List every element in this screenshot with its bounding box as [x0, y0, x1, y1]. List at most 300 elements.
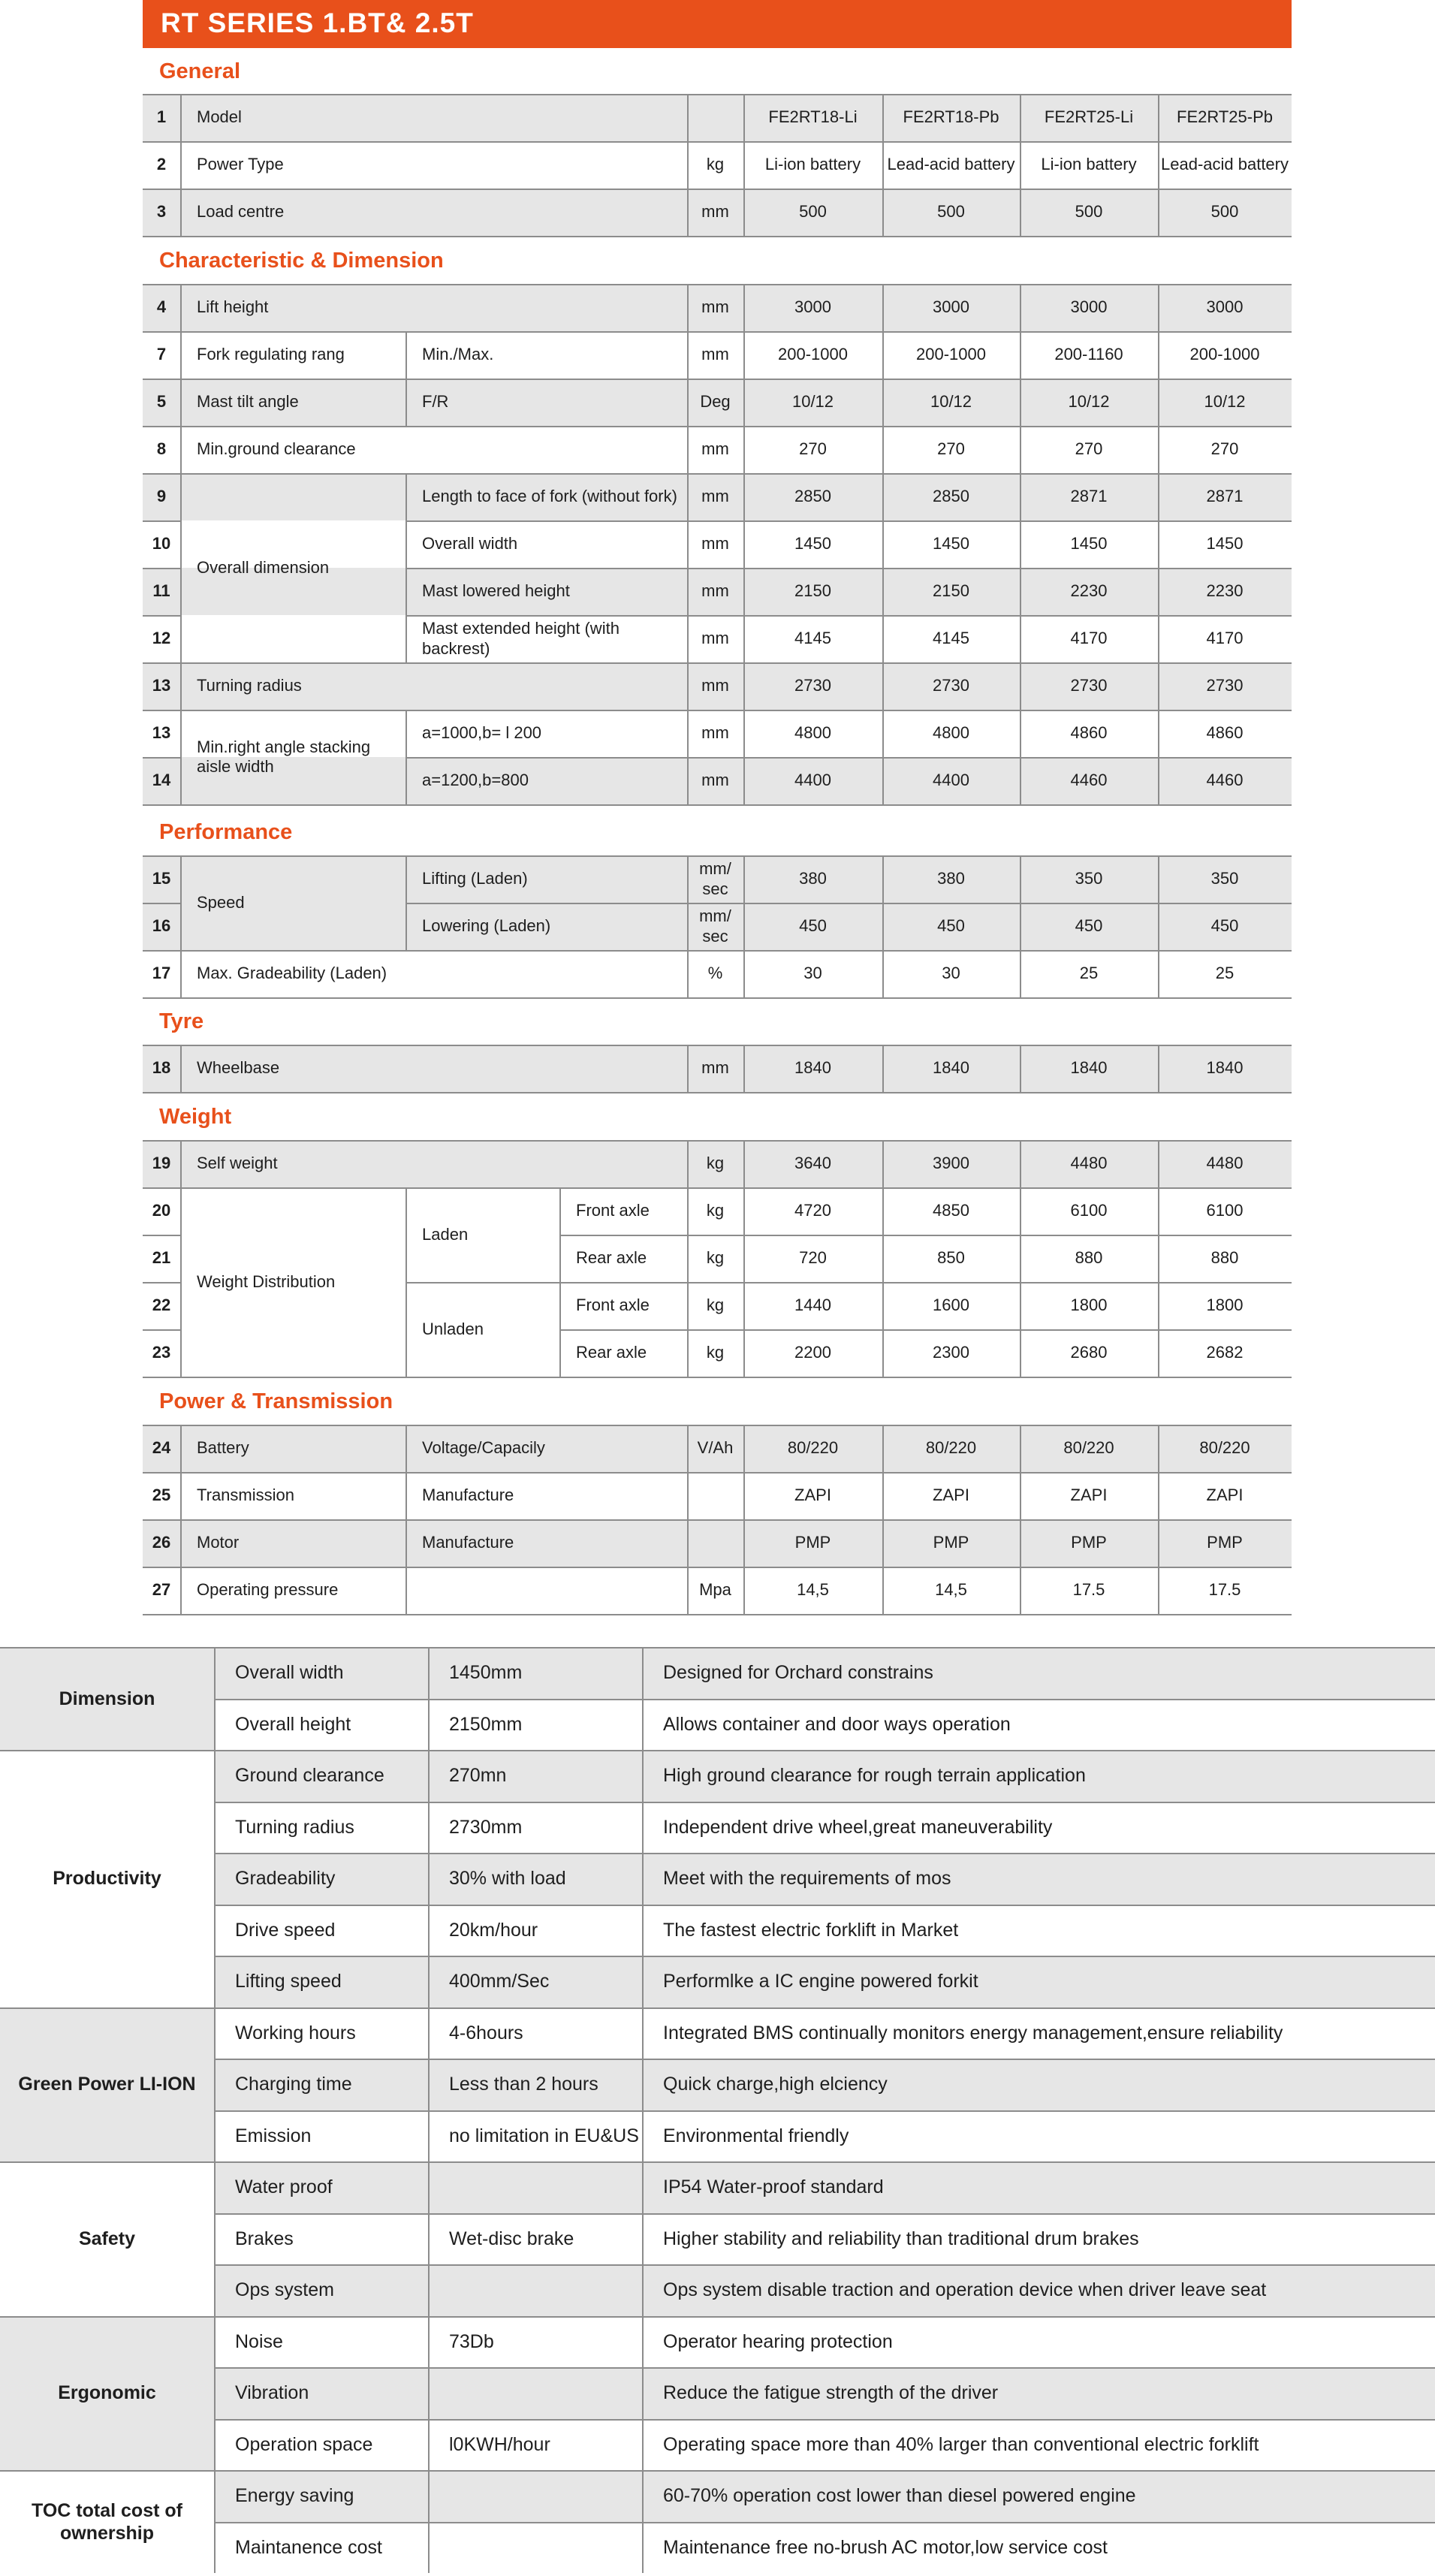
value-cell: 2230: [1070, 581, 1108, 601]
feature-description: Meet with the requirements of mos: [663, 1868, 951, 1890]
column-divider: [405, 473, 407, 662]
row-unit: mm: [701, 1058, 729, 1078]
feature-description: Operating space more than 40% larger than conventional electric forklift: [663, 2433, 1259, 2455]
row-unit: mm: [701, 297, 729, 317]
value-cell: 80/220: [1063, 1438, 1114, 1458]
value-cell: 4480: [1070, 1154, 1108, 1173]
value-cell: 450: [1075, 916, 1103, 936]
value-cell: 450: [799, 916, 827, 936]
value-cell: 2871: [1206, 487, 1244, 506]
value-cell: 2200: [794, 1343, 831, 1362]
feature-value: [428, 2367, 642, 2419]
value-cell: 1450: [1070, 534, 1108, 554]
value-cell: 2730: [794, 676, 831, 695]
value-cell: 270: [1075, 439, 1103, 459]
row-number: 7: [156, 345, 167, 364]
value-cell: 2871: [1070, 487, 1108, 506]
value-cell: 380: [799, 869, 827, 888]
value-cell: 3000: [933, 297, 969, 317]
row-unit: kg: [706, 1201, 725, 1220]
value-cell: 500: [1210, 202, 1239, 222]
row-unit: mm/ sec: [699, 859, 731, 898]
column-divider: [214, 2316, 216, 2471]
value-cell: 3000: [794, 297, 831, 317]
feature-description: High ground clearance for rough terrain application: [663, 1765, 1086, 1787]
value-cell: 4145: [933, 629, 969, 648]
row-label: Wheelbase: [197, 1058, 280, 1078]
value-cell: 4860: [1070, 723, 1108, 743]
column-divider: [642, 2161, 644, 2316]
section-heading-tyre: Tyre: [159, 1009, 204, 1033]
feature-description: Designed for Orchard constrains: [663, 1662, 933, 1684]
column-divider: [428, 1750, 430, 2007]
feature-item: Ops system: [235, 2279, 334, 2301]
row-label: Load centre: [197, 202, 285, 222]
feature-table: [0, 1647, 1435, 2574]
feature-description: Integrated BMS continually monitors energy management,ensure reliability: [663, 2022, 1283, 2044]
row-number: 25: [152, 1486, 171, 1505]
value-cell: 880: [1075, 1248, 1103, 1268]
row-number: 4: [156, 297, 167, 317]
value-cell: 1450: [794, 534, 831, 554]
column-divider: [428, 1647, 430, 1750]
row-number: 23: [152, 1343, 171, 1362]
feature-description: Quick charge,high elciency: [663, 2074, 888, 2095]
row-number: 27: [152, 1580, 171, 1600]
value-cell: 2150: [933, 581, 969, 601]
value-cell: PMP: [933, 1533, 969, 1552]
feature-value: [428, 2264, 642, 2316]
feature-item: Drive speed: [235, 1919, 336, 1941]
row-unit: mm: [701, 629, 729, 648]
feature-item: Operation space: [235, 2433, 373, 2455]
row-sub-label: a=1200,b=800: [422, 771, 529, 790]
row-number: 21: [152, 1248, 171, 1268]
laden-label: Laden: [422, 1224, 469, 1244]
value-cell: 4800: [933, 723, 969, 743]
value-cell: PMP: [1207, 1533, 1243, 1552]
value-cell: 3000: [1070, 297, 1108, 317]
feature-value: 30% with load: [449, 1868, 566, 1890]
stacking-aisle-width-label: Min.right angle stacking aisle width: [197, 737, 371, 776]
feature-item: Ground clearance: [235, 1765, 384, 1787]
row-label: Power Type: [197, 155, 284, 174]
row-number: 19: [152, 1154, 171, 1173]
value-cell: 200-1000: [1189, 345, 1260, 364]
value-cell: 4720: [794, 1201, 831, 1220]
feature-description: Performlke a IC engine powered forkit: [663, 1971, 978, 1992]
unladen-label: Unladen: [422, 1319, 484, 1338]
value-cell: 25: [1079, 964, 1099, 983]
row-divider: [143, 236, 1292, 237]
section-heading-characteristic-dimension: Characteristic & Dimension: [159, 249, 444, 273]
spec-table-power-transmission: [143, 1425, 1292, 1615]
category-label: Ergonomic: [58, 2382, 156, 2404]
value-cell: 2230: [1206, 581, 1244, 601]
value-cell: 4170: [1206, 629, 1244, 648]
feature-value: 1450mm: [449, 1662, 523, 1684]
row-label: Self weight: [197, 1154, 278, 1173]
value-cell: 2730: [1206, 676, 1244, 695]
value-cell: ZAPI: [1206, 1486, 1244, 1505]
value-cell: 1840: [1206, 1058, 1244, 1078]
feature-value: Wet-disc brake: [449, 2228, 574, 2249]
row-number: 17: [152, 964, 171, 983]
row-unit: kg: [706, 1154, 725, 1173]
value-cell: ZAPI: [794, 1486, 831, 1505]
row-sub-label: Rear axle: [576, 1343, 647, 1362]
row-sub-label: Min./Max.: [422, 345, 494, 364]
value-cell: 500: [1075, 202, 1103, 222]
row-unit: mm: [701, 345, 729, 364]
value-cell: Lead-acid battery: [1161, 155, 1289, 174]
row-unit: kg: [706, 1248, 725, 1268]
value-cell: ZAPI: [933, 1486, 969, 1505]
page-title: RT SERIES 1.BT& 2.5T: [161, 8, 474, 38]
section-heading-performance: Performance: [159, 820, 293, 844]
value-cell: 350: [1210, 869, 1239, 888]
value-cell: 270: [937, 439, 965, 459]
value-cell: 1800: [1206, 1296, 1244, 1315]
row-number: 13: [152, 676, 171, 695]
feature-item: Gradeability: [235, 1868, 336, 1890]
column-divider: [642, 2007, 644, 2162]
column-divider: [214, 1647, 216, 1750]
value-cell: 4460: [1070, 771, 1108, 790]
title-bar: [143, 0, 1292, 48]
feature-description: 60-70% operation cost lower than diesel powered engine: [663, 2485, 1136, 2507]
row-number: 9: [156, 487, 167, 506]
value-cell: 10/12: [791, 392, 834, 412]
row-sub-label: Voltage/Capacily: [422, 1438, 545, 1458]
row-divider: [143, 1092, 1292, 1093]
feature-value: 400mm/Sec: [449, 1971, 550, 1992]
row-number: 18: [152, 1058, 171, 1078]
row-number: 20: [152, 1201, 171, 1220]
row-unit: %: [707, 964, 723, 983]
feature-item: Brakes: [235, 2228, 294, 2249]
value-cell: 2730: [933, 676, 969, 695]
row-unit: [687, 1472, 743, 1519]
value-cell: Li-ion battery: [764, 155, 861, 174]
feature-item: Overall height: [235, 1713, 351, 1735]
feature-value: [428, 2522, 642, 2574]
feature-item: Noise: [235, 2330, 283, 2352]
column-divider: [428, 2316, 430, 2471]
feature-description: Maintenance free no-brush AC motor,low service cost: [663, 2536, 1108, 2558]
value-cell: Li-ion battery: [1041, 155, 1137, 174]
value-cell: 3640: [794, 1154, 831, 1173]
column-divider: [214, 2161, 216, 2316]
value-cell: 25: [1215, 964, 1235, 983]
row-number: 5: [156, 392, 167, 412]
value-cell: FE2RT18-Li: [768, 107, 858, 127]
value-cell: 3900: [933, 1154, 969, 1173]
value-cell: 10/12: [930, 392, 972, 412]
value-cell: 350: [1075, 869, 1103, 888]
feature-item: Maintanence cost: [235, 2536, 382, 2558]
value-cell: 80/220: [1199, 1438, 1250, 1458]
value-cell: 10/12: [1068, 392, 1110, 412]
value-cell: 1840: [794, 1058, 831, 1078]
row-unit: mm: [701, 676, 729, 695]
value-cell: 2682: [1206, 1343, 1244, 1362]
value-cell: 450: [937, 916, 965, 936]
value-cell: 2680: [1070, 1343, 1108, 1362]
row-unit: mm: [701, 202, 729, 222]
row-unit: Deg: [700, 392, 731, 412]
feature-description: Independent drive wheel,great maneuverability: [663, 1816, 1053, 1838]
row-sub-label: Mast lowered height: [422, 581, 570, 601]
value-cell: 500: [799, 202, 827, 222]
feature-item: Charging time: [235, 2074, 352, 2095]
value-cell: 1450: [1206, 534, 1244, 554]
row-unit: mm: [701, 439, 729, 459]
feature-item: Water proof: [235, 2176, 333, 2198]
row-label: Lift height: [197, 297, 269, 317]
category-label: Dimension: [59, 1688, 155, 1709]
feature-item: Overall width: [235, 1662, 344, 1684]
value-cell: PMP: [794, 1533, 831, 1552]
row-label: Battery: [197, 1438, 249, 1458]
spec-table-tyre: [143, 1045, 1292, 1093]
row-sub-label: a=1000,b= l 200: [422, 723, 542, 743]
row-sub-label: Overall width: [422, 534, 518, 554]
row-number: 1: [156, 107, 167, 127]
row-unit: Mpa: [699, 1580, 731, 1600]
feature-description: Allows container and door ways operation: [663, 1713, 1011, 1735]
feature-value: 73Db: [449, 2330, 494, 2352]
value-cell: Lead-acid battery: [887, 155, 1015, 174]
value-cell: 200-1000: [916, 345, 986, 364]
column-divider: [405, 710, 407, 804]
value-cell: 1840: [933, 1058, 969, 1078]
row-number: 15: [152, 869, 171, 888]
value-cell: 1840: [1070, 1058, 1108, 1078]
feature-value: 2150mm: [449, 1713, 523, 1735]
row-sub-label: Lifting (Laden): [422, 869, 528, 888]
value-cell: 30: [803, 964, 822, 983]
value-cell: 200-1000: [778, 345, 848, 364]
value-cell: ZAPI: [1070, 1486, 1108, 1505]
row-unit: V/Ah: [697, 1438, 734, 1458]
value-cell: 30: [942, 964, 960, 983]
value-cell: 4850: [933, 1201, 969, 1220]
row-number: 11: [152, 581, 170, 601]
row-unit: mm/ sec: [699, 906, 731, 946]
row-unit: kg: [706, 1343, 725, 1362]
column-divider: [214, 2470, 216, 2573]
feature-item: Emission: [235, 2125, 312, 2146]
feature-value: 20km/hour: [449, 1919, 538, 1941]
row-number: 22: [152, 1296, 171, 1315]
row-number: 14: [152, 771, 171, 790]
row-unit: mm: [701, 534, 729, 554]
feature-description: Reduce the fatigue strength of the driver: [663, 2382, 999, 2404]
row-sub-label: Length to face of fork (without fork): [422, 487, 677, 506]
category-label: Productivity: [53, 1868, 161, 1890]
column-divider: [214, 2007, 216, 2162]
value-cell: 270: [1210, 439, 1239, 459]
value-cell: 2850: [794, 487, 831, 506]
value-cell: 200-1160: [1054, 345, 1123, 364]
feature-value: [428, 2161, 642, 2213]
row-label: Mast tilt angle: [197, 392, 299, 412]
feature-item: Working hours: [235, 2022, 356, 2044]
row-label: Model: [197, 107, 242, 127]
feature-description: The fastest electric forklift in Market: [663, 1919, 959, 1941]
overall-dimension-label: Overall dimension: [197, 557, 330, 577]
feature-item: Vibration: [235, 2382, 309, 2404]
value-cell: PMP: [1071, 1533, 1107, 1552]
value-cell: 6100: [1070, 1201, 1108, 1220]
row-label: Fork regulating rang: [197, 345, 345, 364]
feature-description: Higher stability and reliability than traditional drum brakes: [663, 2228, 1139, 2249]
value-cell: 14,5: [797, 1580, 829, 1600]
section-heading-power-transmission: Power & Transmission: [159, 1389, 393, 1413]
value-cell: 4860: [1206, 723, 1244, 743]
row-unit: kg: [706, 155, 725, 174]
feature-description: IP54 Water-proof standard: [663, 2176, 884, 2198]
feature-description: Environmental friendly: [663, 2125, 849, 2146]
value-cell: 270: [799, 439, 827, 459]
weight-distribution-label: Weight Distribution: [197, 1271, 336, 1291]
feature-value: [428, 2470, 642, 2522]
row-sub-label: Front axle: [576, 1296, 650, 1315]
row-divider: [143, 804, 1292, 806]
feature-value: 2730mm: [449, 1816, 523, 1838]
value-cell: 17.5: [1072, 1580, 1105, 1600]
value-cell: 10/12: [1204, 392, 1246, 412]
category-label: TOC total cost of ownership: [32, 2499, 182, 2544]
value-cell: 4800: [794, 723, 831, 743]
row-sub-label: Manufacture: [422, 1486, 514, 1505]
row-unit: mm: [701, 487, 729, 506]
value-cell: 500: [937, 202, 965, 222]
row-divider: [143, 1377, 1292, 1378]
feature-value: no limitation in EU&US: [449, 2125, 639, 2146]
feature-value: 270mn: [449, 1765, 507, 1787]
value-cell: 3000: [1206, 297, 1244, 317]
row-label: Turning radius: [197, 676, 302, 695]
row-unit: [687, 94, 743, 141]
value-cell: 1450: [933, 534, 969, 554]
value-cell: 450: [1210, 916, 1239, 936]
spec-table-characteristic-dimension: [143, 284, 1292, 806]
row-label: Max. Gradeability (Laden): [197, 964, 387, 983]
row-sub-label: Manufacture: [422, 1533, 514, 1552]
row-number: 13: [152, 723, 171, 743]
row-number: 24: [152, 1438, 171, 1458]
row-number: 12: [152, 629, 171, 648]
value-cell: FE2RT18-Pb: [903, 107, 999, 127]
row-number: 2: [156, 155, 167, 174]
feature-description: Ops system disable traction and operation device when driver leave seat: [663, 2279, 1267, 2301]
speed-label: Speed: [197, 892, 245, 912]
row-sub-label: Rear axle: [576, 1248, 647, 1268]
row-number: 3: [156, 202, 167, 222]
row-divider: [143, 997, 1292, 999]
category-label: Green Power LI-ION: [18, 2074, 196, 2095]
column-divider: [428, 2007, 430, 2162]
column-divider: [642, 1647, 644, 1750]
value-cell: 80/220: [787, 1438, 839, 1458]
value-cell: 1800: [1070, 1296, 1108, 1315]
category-label: Safety: [78, 2228, 136, 2249]
column-divider: [214, 1750, 216, 2007]
feature-value: l0KWH/hour: [449, 2433, 550, 2455]
value-cell: 17.5: [1208, 1580, 1241, 1600]
value-cell: 2730: [1070, 676, 1108, 695]
row-unit: mm: [701, 723, 729, 743]
value-cell: 720: [799, 1248, 827, 1268]
spec-table-general: [143, 94, 1292, 237]
value-cell: 2300: [933, 1343, 969, 1362]
value-cell: 4480: [1206, 1154, 1244, 1173]
feature-item: Lifting speed: [235, 1971, 342, 1992]
spec-table-weight: [143, 1140, 1292, 1378]
feature-item: Energy saving: [235, 2485, 354, 2507]
row-number: 16: [152, 916, 171, 936]
feature-value: Less than 2 hours: [449, 2074, 598, 2095]
value-cell: 4145: [794, 629, 831, 648]
value-cell: FE2RT25-Pb: [1177, 107, 1273, 127]
row-unit: mm: [701, 581, 729, 601]
row-number: 10: [152, 534, 171, 554]
feature-item: Turning radius: [235, 1816, 354, 1838]
row-unit: kg: [706, 1296, 725, 1315]
row-unit: [687, 1519, 743, 1567]
value-cell: 80/220: [925, 1438, 977, 1458]
value-cell: 2150: [794, 581, 831, 601]
value-cell: 850: [937, 1248, 965, 1268]
value-cell: 880: [1210, 1248, 1239, 1268]
value-cell: 1440: [794, 1296, 831, 1315]
row-unit: mm: [701, 771, 729, 790]
row-sub-label: Mast extended height (with backrest): [422, 619, 620, 658]
column-divider: [642, 2470, 644, 2573]
value-cell: 380: [937, 869, 965, 888]
value-cell: 4400: [933, 771, 969, 790]
column-divider: [428, 2161, 430, 2316]
row-label: Operating pressure: [197, 1580, 339, 1600]
row-divider: [143, 1614, 1292, 1615]
row-number: 26: [152, 1533, 171, 1552]
value-cell: 1600: [933, 1296, 969, 1315]
value-cell: FE2RT25-Li: [1044, 107, 1134, 127]
row-number: 8: [156, 439, 167, 459]
feature-value: 4-6hours: [449, 2022, 523, 2044]
column-divider: [642, 2316, 644, 2471]
row-label: Motor: [197, 1533, 240, 1552]
value-cell: 14,5: [935, 1580, 967, 1600]
row-sub-label: F/R: [422, 392, 449, 412]
value-cell: 4170: [1070, 629, 1108, 648]
column-divider: [642, 1750, 644, 2007]
section-heading-general: General: [159, 59, 240, 83]
row-label: Min.ground clearance: [197, 439, 356, 459]
value-cell: 4400: [794, 771, 831, 790]
feature-description: Operator hearing protection: [663, 2330, 893, 2352]
row-label: Transmission: [197, 1486, 294, 1505]
section-heading-weight: Weight: [159, 1105, 232, 1129]
value-cell: 6100: [1206, 1201, 1244, 1220]
spec-table-performance: [143, 855, 1292, 999]
column-divider: [428, 2470, 430, 2573]
value-cell: 4460: [1206, 771, 1244, 790]
row-sub-label: Lowering (Laden): [422, 916, 551, 936]
value-cell: 2850: [933, 487, 969, 506]
